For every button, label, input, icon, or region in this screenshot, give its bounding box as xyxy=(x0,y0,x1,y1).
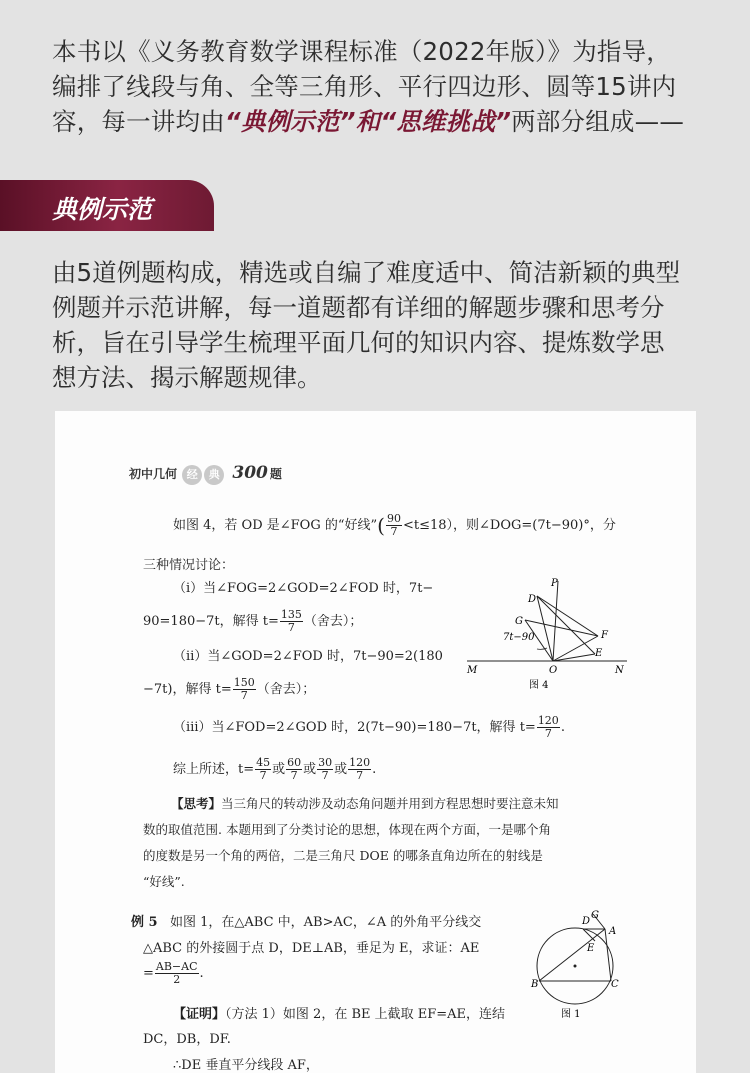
sum-fraction-1 xyxy=(255,757,271,782)
label-B: B xyxy=(531,979,539,990)
ex-3-post: . xyxy=(199,966,204,981)
think-line-4: “好线”. xyxy=(143,874,185,889)
sum-a: 综上所述，t= xyxy=(173,762,255,777)
intro-highlight: “典例示范”和“思维挑战” xyxy=(224,107,512,136)
figure-4-diagram xyxy=(465,576,630,691)
intro-line-3 xyxy=(52,104,712,139)
ex-frac-den: 2 xyxy=(173,973,181,986)
summary-line xyxy=(173,757,376,782)
sum-f1-num: 45 xyxy=(256,756,271,769)
label-E: E xyxy=(587,943,595,954)
segment-GF xyxy=(525,620,598,636)
example-5-line-2: △ABC 的外接圆于点 D，DE⊥AB，垂足为 E，求证：AE xyxy=(143,941,480,956)
think-paragraph xyxy=(143,791,643,895)
figure-1-diagram xyxy=(525,909,625,1024)
p1-b: <t≤18），则∠DOG=(7t−90)°，分 xyxy=(402,518,616,533)
text-line-2: 三种情况讨论： xyxy=(143,558,235,573)
circle-center-dot xyxy=(574,965,577,968)
c1-c: （舍去）； xyxy=(303,614,363,629)
sum-or-3: 或 xyxy=(334,762,348,777)
think-text-1: 当三角尺的转动涉及动态角问题并用到方程思想时要注意未知 xyxy=(221,796,559,811)
case-3-line xyxy=(173,715,565,740)
case-2-line-a: （ⅱ）当∠GOD=2∠FOD 时，7t−90=2(180 xyxy=(173,649,443,664)
label-D: D xyxy=(528,594,537,605)
label-G: G xyxy=(591,910,599,921)
label-D: D xyxy=(582,916,591,927)
figure-4-caption: 图 4 xyxy=(529,680,549,691)
proof-line-1 xyxy=(173,1003,505,1022)
example-5-line-1 xyxy=(131,911,481,930)
c2-b: −7t)，解得 t= xyxy=(143,682,232,697)
ray-OD xyxy=(537,596,553,661)
intro-line-1: 本书以《义务教育数学课程标准（2022年版）》为指导， xyxy=(52,37,671,66)
ex-fraction xyxy=(155,961,199,986)
p1-frac-num: 90 xyxy=(386,512,401,525)
sum-f2-num: 60 xyxy=(287,756,302,769)
case-1-line-b xyxy=(143,609,362,634)
c3-fraction xyxy=(537,715,560,740)
desc-line-2: 例题并示范讲解，每一道题都有详细的解题步骤和思考分 xyxy=(52,293,665,322)
sum-fraction-4 xyxy=(348,757,371,782)
proof-line-3: ∴DE 垂直平分线段 AF， xyxy=(173,1058,319,1073)
c3-a: （ⅲ）当∠FOD=2∠GOD 时，2(7t−90)=180−7t，解得 t= xyxy=(173,720,536,735)
desc-line-1: 由5道例题构成，精选或自编了难度适中、简洁新颖的典型 xyxy=(52,258,681,287)
sum-fraction-3 xyxy=(317,757,333,782)
c3-frac-den: 7 xyxy=(544,727,552,740)
p1-frac-den: 7 xyxy=(390,525,398,538)
sum-f1-den: 7 xyxy=(259,769,267,782)
intro-paragraph xyxy=(52,34,712,139)
sum-f2-den: 7 xyxy=(290,769,298,782)
case-2-line-b xyxy=(143,677,315,702)
sum-f3-num: 30 xyxy=(318,756,333,769)
label-N: N xyxy=(615,665,624,676)
c1-frac-num: 135 xyxy=(280,608,302,621)
desc-line-3: 析，旨在引导学生梳理平面几何的知识内容、提炼数学思 xyxy=(52,328,665,357)
text-line-1 xyxy=(173,513,616,538)
think-line-2: 数的取值范围. 本题用到了分类讨论的思想，体现在两个方面，一是哪个角 xyxy=(143,822,551,837)
c2-frac-den: 7 xyxy=(240,689,248,702)
proof-line-2: DC，DB，DF. xyxy=(143,1032,231,1047)
sum-or-2: 或 xyxy=(303,762,317,777)
p1-a: 如图 4，若 OD 是∠FOG 的“好线” xyxy=(173,518,378,533)
sum-end: . xyxy=(372,762,377,777)
ray-OP xyxy=(553,581,558,661)
segment-FD xyxy=(537,596,598,636)
c1-fraction xyxy=(280,609,303,634)
c2-frac-num: 150 xyxy=(233,676,255,689)
sum-f3-den: 7 xyxy=(321,769,329,782)
c1-frac-den: 7 xyxy=(287,621,295,634)
book-page-sample xyxy=(55,411,696,1073)
c3-c: . xyxy=(560,720,565,735)
intro-line-2: 编排了线段与角、全等三角形、平行四边形、圆等15讲内 xyxy=(52,72,677,101)
label-G: G xyxy=(515,616,523,627)
think-line-1 xyxy=(143,791,643,817)
sum-or-1: 或 xyxy=(272,762,286,777)
label-F: F xyxy=(601,630,608,641)
c2-c: （舍去）； xyxy=(256,682,316,697)
runhead-suffix: 题 xyxy=(269,467,282,481)
runhead-circle-1: 经 xyxy=(182,465,202,485)
sum-f4-den: 7 xyxy=(356,769,364,782)
label-O: O xyxy=(549,665,558,676)
label-P: P xyxy=(551,578,558,589)
sum-fraction-2 xyxy=(286,757,302,782)
section-tag-label: 典例示范 xyxy=(52,195,153,224)
section-description xyxy=(52,255,712,395)
example-5-line-3 xyxy=(143,961,204,986)
runhead-number: 300 xyxy=(232,463,268,483)
angle-label: 7t−90 xyxy=(503,632,535,643)
ex-frac-num: AB−AC xyxy=(155,960,198,973)
label-E: E xyxy=(595,648,603,659)
ex-text-1: 如图 1，在△ABC 中，AB>AC，∠A 的外角平分线交 xyxy=(169,915,482,930)
runhead-circle-2: 典 xyxy=(204,465,224,485)
example-label: 例 5 xyxy=(131,915,158,930)
proof-text-1: （方法 1）如图 2，在 BE 上截取 EF=AE，连结 xyxy=(225,1007,506,1022)
c1-b: 90=180−7t，解得 t= xyxy=(143,614,279,629)
paren-open: ( xyxy=(377,513,385,538)
c3-frac-num: 120 xyxy=(537,714,559,727)
section-tag xyxy=(0,180,214,231)
p1-fraction xyxy=(386,513,402,538)
label-C: C xyxy=(611,979,619,990)
think-label: 【思考】 xyxy=(171,796,222,811)
proof-label: 【证明】 xyxy=(173,1007,226,1022)
label-M: M xyxy=(467,665,478,676)
c2-fraction xyxy=(233,677,256,702)
ex-3-pre: = xyxy=(143,966,154,981)
label-A: A xyxy=(609,926,617,937)
intro-line-3-post: 两部分组成—— xyxy=(511,107,685,136)
intro-line-3-pre: 容，每一讲均由 xyxy=(52,107,225,136)
case-1-line-a: （ⅰ）当∠FOG=2∠GOD=2∠FOD 时，7t− xyxy=(173,581,434,596)
figure-1-caption: 图 1 xyxy=(561,1009,581,1020)
desc-line-4: 想方法、揭示解题规律。 xyxy=(52,363,322,392)
running-header xyxy=(129,463,282,485)
segment-BA xyxy=(539,929,605,981)
sum-f4-num: 120 xyxy=(349,756,371,769)
think-line-3: 的度数是另一个角的两倍，二是三角尺 DOE 的哪条直角边所在的射线是 xyxy=(143,848,543,863)
runhead-prefix: 初中几何 xyxy=(129,467,178,481)
